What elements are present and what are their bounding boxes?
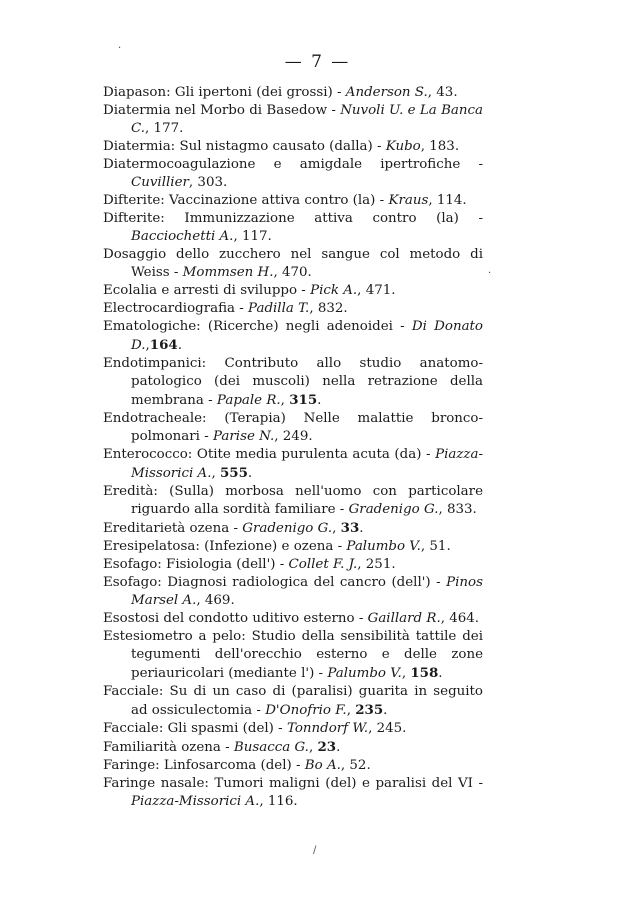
index-entry: Faringe: Linfosarcoma (del) - Bo A., 52. [103, 758, 371, 773]
page-number: — 7 — [284, 52, 351, 72]
entry-author: Palumbo V. [327, 666, 402, 681]
entry-separator: , [440, 611, 450, 626]
index-entry: Eredità: (Sulla) morbosa nell'uomo con particolare riguardo alla sordità familiare - Gradenigo G., 833. [103, 484, 483, 517]
entry-topic: Facciale: Su di un caso di (paralisi) guarita in seguito ad ossiculectomia - [103, 684, 483, 718]
entry-separator: , [145, 121, 154, 136]
index-entry: Diapason: Gli ipertoni (dei grossi) - Anderson S., 43. [103, 85, 458, 100]
entry-topic: Difterite: Immunizzazione attiva contro (la) - [103, 211, 483, 226]
entry-topic: Eredità: (Sulla) morbosa nell'uomo con particolare riguardo alla sordità familiare - [103, 484, 483, 517]
entry-separator: , [428, 193, 437, 208]
index-entry: Esofago: Diagnosi radiologica del cancro (dell') - Pinos Marsel A., 469. [103, 575, 483, 608]
entry-separator: , [368, 721, 377, 736]
entry-author: Kraus [388, 193, 429, 208]
entry-page: 33 [340, 520, 360, 536]
entry-separator: , [196, 593, 205, 608]
entry-topic: Enterococco: Otite media purulenta acuta (da) - [103, 447, 436, 462]
entry-page: 177 [153, 121, 180, 136]
entry-page: 469 [204, 593, 231, 608]
index-entry: Difterite: Vaccinazione attiva contro (la) - Kraus, 114. [103, 193, 467, 208]
entry-author: D'Onofrio F. [265, 703, 347, 718]
entry-separator: , [346, 703, 356, 718]
entry-author: Palumbo V. [346, 539, 421, 554]
index-entry: Endotracheale: (Terapia) Nelle malattie bronco-polmonari - Parise N., 249. [103, 411, 483, 444]
entry-topic: Diapason: Gli ipertoni (dei grossi) - [103, 85, 346, 100]
index-entry: Esostosi del condotto uditivo esterno - Gaillard R., 464. [103, 611, 480, 626]
entry-separator: , [145, 338, 150, 353]
entry-page: 116 [267, 794, 294, 809]
entry-author: Kubo [385, 139, 421, 154]
entry-topic: Endotimpanici: Contributo allo studio anatomo-patologico (dei muscoli) nella retrazione della membrana - [103, 356, 483, 408]
entry-author: Anderson S. [345, 85, 428, 100]
entry-author: Cuvillier [131, 175, 189, 190]
entry-topic: Esofago: Diagnosi radiologica del cancro (dell') - [103, 575, 447, 590]
entry-author: Busacca G. [233, 740, 309, 755]
entry-topic: Electrocardiografia - [103, 301, 249, 316]
entry-page: 183 [429, 139, 455, 154]
entry-separator: , [274, 429, 283, 444]
index-entry: Dosaggio dello zucchero nel sangue col metodo di Weiss - Mommsen H., 470. [103, 247, 483, 280]
entry-author: Gradenigo G. [242, 521, 333, 536]
entry-author: Bacciochetti A. [131, 229, 234, 244]
entry-page: 245 [376, 721, 403, 736]
entry-separator: , [438, 502, 447, 517]
entry-author: Piazza-Missorici A. [131, 794, 260, 809]
index-entry: Diatermocoagulazione e amigdale ipertrofiche - Cuvillier, 303. [103, 157, 483, 190]
entry-separator: , [211, 466, 220, 481]
entry-author: Gradenigo G. [348, 502, 439, 517]
entry-separator: , [427, 85, 437, 100]
entry-page: 249 [282, 429, 309, 444]
entry-page: 51 [429, 539, 447, 554]
index-entry: Ematologiche: (Ricerche) negli adenoidei - Di Donato D.,164. [103, 319, 483, 353]
entry-author: Pinos Marsel A. [131, 575, 483, 608]
entry-author: Gaillard R. [367, 611, 441, 626]
entry-page: 555 [219, 465, 248, 481]
entry-topic: Dosaggio dello zucchero nel sangue col metodo di Weiss - [103, 247, 483, 280]
entry-topic: Esostosi del condotto uditivo esterno - [103, 611, 368, 626]
index-entry: Ecolalia e arresti di sviluppo - Pick A., 471. [103, 283, 396, 298]
index-entry: Familiarità ozena - Busacca G., 23. [103, 739, 341, 755]
entry-page: 303 [197, 175, 223, 190]
entry-page: 470 [281, 265, 308, 280]
scan-speck: · [118, 43, 122, 54]
entry-topic: Faringe: Linfosarcoma (del) - [103, 758, 305, 773]
index-entry: Ereditarietà ozena - Gradenigo G., 33. [103, 520, 364, 536]
scan-speck: / [313, 845, 317, 856]
index-entry: Eresipelatosa: (Infezione) e ozena - Palumbo V., 51. [103, 539, 451, 554]
entry-page: 114 [436, 193, 463, 208]
entry-author: Nuvoli U. e La Banca C. [131, 103, 483, 136]
entry-separator: , [332, 521, 341, 536]
entry-author: Mommsen H. [182, 265, 274, 280]
entry-separator: , [280, 393, 290, 408]
entry-separator: , [309, 301, 318, 316]
entry-author: Bo A. [304, 758, 341, 773]
entry-page: 464 [449, 611, 475, 626]
entry-topic: Eresipelatosa: (Infezione) e ozena - [103, 539, 347, 554]
entry-separator: , [357, 557, 366, 572]
entry-topic: Diatermocoagulazione e amigdale ipertrofiche - [103, 157, 483, 172]
entry-topic: Faringe nasale: Tumori maligni (del) e paralisi del VI - [103, 776, 483, 791]
entry-separator: , [308, 740, 318, 755]
entry-separator: , [420, 539, 430, 554]
entry-topic: Ereditarietà ozena - [103, 521, 243, 536]
entry-page: 833 [446, 502, 473, 517]
entry-page: 251 [365, 557, 392, 572]
scan-speck: · [488, 268, 492, 279]
index-entry: Electrocardiografia - Padilla T., 832. [103, 301, 348, 316]
entry-separator: , [259, 794, 268, 809]
index-entry: Diatermia nel Morbo di Basedow - Nuvoli U. e La Banca C., 177. [103, 103, 483, 136]
index-entry: Esofago: Fisiologia (dell') - Collet F. J., 251. [103, 557, 396, 572]
entry-topic: Ecolalia e arresti di sviluppo - [103, 283, 311, 298]
entry-separator: , [401, 666, 411, 681]
entry-author: Parise N. [213, 429, 275, 444]
entry-separator: , [357, 283, 366, 298]
entry-page: 471 [365, 283, 392, 298]
entry-author: Di Donato D. [131, 319, 483, 353]
entry-page: 235 [355, 702, 384, 718]
entry-author: Piazza-Missorici A. [131, 447, 483, 481]
entry-topic: Estesiometro a pelo: Studio della sensibilità tattile dei tegumenti dell'orecchio esterno e delle zone periauricolari (mediante l') - [103, 629, 483, 681]
entry-separator: , [420, 139, 430, 154]
entry-page: 52 [349, 758, 367, 773]
index-entry: Difterite: Immunizzazione attiva contro (la) - Bacciochetti A., 117. [103, 211, 483, 244]
index-entry: Diatermia: Sul nistagmo causato (dalla) - Kubo, 183. [103, 139, 460, 154]
entry-separator: , [273, 265, 282, 280]
entry-page: 832 [317, 301, 344, 316]
entry-topic: Diatermia: Sul nistagmo causato (dalla) - [103, 139, 386, 154]
entry-author: Padilla T. [248, 301, 310, 316]
entry-page: 164 [149, 337, 178, 353]
entry-separator: , [233, 229, 242, 244]
index-entry: Endotimpanici: Contributo allo studio anatomo-patologico (dei muscoli) nella retrazione della membrana - Papale R., 315. [103, 356, 483, 408]
index-entry: Enterococco: Otite media purulenta acuta (da) - Piazza-Missorici A., 555. [103, 447, 483, 481]
entry-author: Collet F. J. [288, 557, 358, 572]
index-list [103, 84, 483, 811]
entry-author: Pick A. [310, 283, 358, 298]
entry-page: 117 [241, 229, 268, 244]
entry-page: 23 [317, 739, 337, 755]
entry-page: 158 [410, 665, 439, 681]
entry-topic: Ematologiche: (Ricerche) negli adenoidei - [103, 319, 412, 334]
index-entry: Facciale: Su di un caso di (paralisi) guarita in seguito ad ossiculectomia - D'Onofrio F., 235. [103, 684, 483, 718]
entry-topic: Endotracheale: (Terapia) Nelle malattie bronco-polmonari - [103, 411, 483, 444]
entry-author: Tonndorf W. [286, 721, 369, 736]
entry-separator: , [340, 758, 350, 773]
index-entry: Estesiometro a pelo: Studio della sensibilità tattile dei tegumenti dell'orecchio esterno e delle zone periauricolari (mediante l') - Palumbo V., 158. [103, 629, 483, 681]
entry-author: Papale R. [216, 393, 281, 408]
entry-page: 315 [289, 392, 318, 408]
entry-page: 43 [436, 85, 454, 100]
entry-topic: Diatermia nel Morbo di Basedow - [103, 103, 341, 118]
index-entry: Faringe nasale: Tumori maligni (del) e paralisi del VI - Piazza-Missorici A., 116. [103, 776, 483, 809]
index-entry: Facciale: Gli spasmi (del) - Tonndorf W., 245. [103, 721, 407, 736]
entry-topic: Difterite: Vaccinazione attiva contro (la) - [103, 193, 389, 208]
entry-separator: , [188, 175, 198, 190]
entry-topic: Familiarità ozena - [103, 740, 234, 755]
entry-topic: Facciale: Gli spasmi (del) - [103, 721, 287, 736]
entry-topic: Esofago: Fisiologia (dell') - [103, 557, 289, 572]
